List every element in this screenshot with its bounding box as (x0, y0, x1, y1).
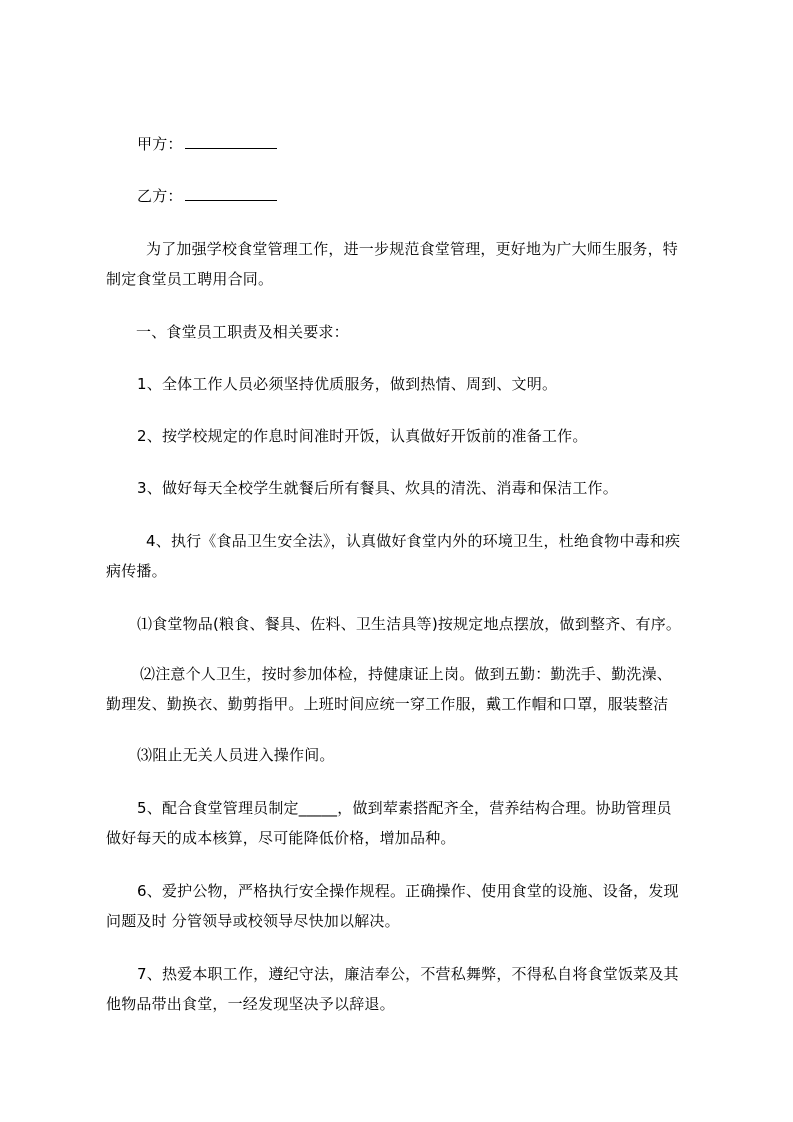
item-3: 3、做好每天全校学生就餐后所有餐具、炊具的清洗、消毒和保洁工作。 (137, 479, 618, 497)
intro-line-2: 制定食堂员工聘用合同。 (106, 270, 274, 288)
item-6-line-1: 6、爱护公物，严格执行安全操作规程。正确操作、使用食堂的设施、设备，发现 (137, 882, 679, 900)
party-a-line (137, 133, 277, 154)
party-a-label: 甲方： (137, 135, 183, 153)
intro-line-1: 为了加强学校食堂管理工作，进一步规范食堂管理，更好地为广大师生服务，特 (146, 240, 679, 258)
item-1: 1、全体工作人员必须坚持优质服务，做到热情、周到、文明。 (137, 375, 558, 393)
item-4-line-1: 4、执行《食品卫生安全法》，认真做好食堂内外的环境卫生，杜绝食物中毒和疾 (146, 532, 681, 550)
section-1-heading: 一、食堂员工职责及相关要求： (136, 323, 349, 341)
party-b-blank (185, 185, 277, 201)
sub-item-1: ⑴食堂物品(粮食、餐具、佐料、卫生洁具等)按规定地点摆放，做到整齐、有序。 (137, 615, 682, 633)
item-7-line-2: 他物品带出食堂，一经发现坚决予以辞退。 (106, 995, 395, 1013)
item-5-line-1: 5、配合食堂管理员制定_____，做到荤素搭配齐全，营养结构合理。协助管理员 (137, 799, 672, 817)
item-7-line-1: 7、热爱本职工作，遵纪守法，廉洁奉公，不营私舞弊，不得私自将食堂饭菜及其 (137, 965, 679, 983)
item-4-line-2: 病传播。 (106, 562, 167, 580)
party-b-line (137, 185, 277, 206)
sub-item-3: ⑶阻止无关人员进入操作间。 (137, 746, 335, 764)
sub-item-2-line-2: 勤理发、勤换衣、勤剪指甲。上班时间应统一穿工作服，戴工作帽和口罩，服装整洁 (106, 695, 669, 713)
item-2: 2、按学校规定的作息时间准时开饭，认真做好开饭前的准备工作。 (137, 427, 588, 445)
party-b-label: 乙方： (137, 187, 183, 205)
sub-item-2-line-1: ⑵注意个人卫生，按时参加体检，持健康证上岗。做到五勤：勤洗手、勤洗澡、 (140, 665, 673, 683)
item-5-line-2: 做好每天的成本核算，尽可能降低价格，增加品种。 (106, 829, 456, 847)
item-6-line-2: 问题及时 分管领导或校领导尽快加以解决。 (106, 912, 400, 930)
party-a-blank (185, 133, 277, 149)
